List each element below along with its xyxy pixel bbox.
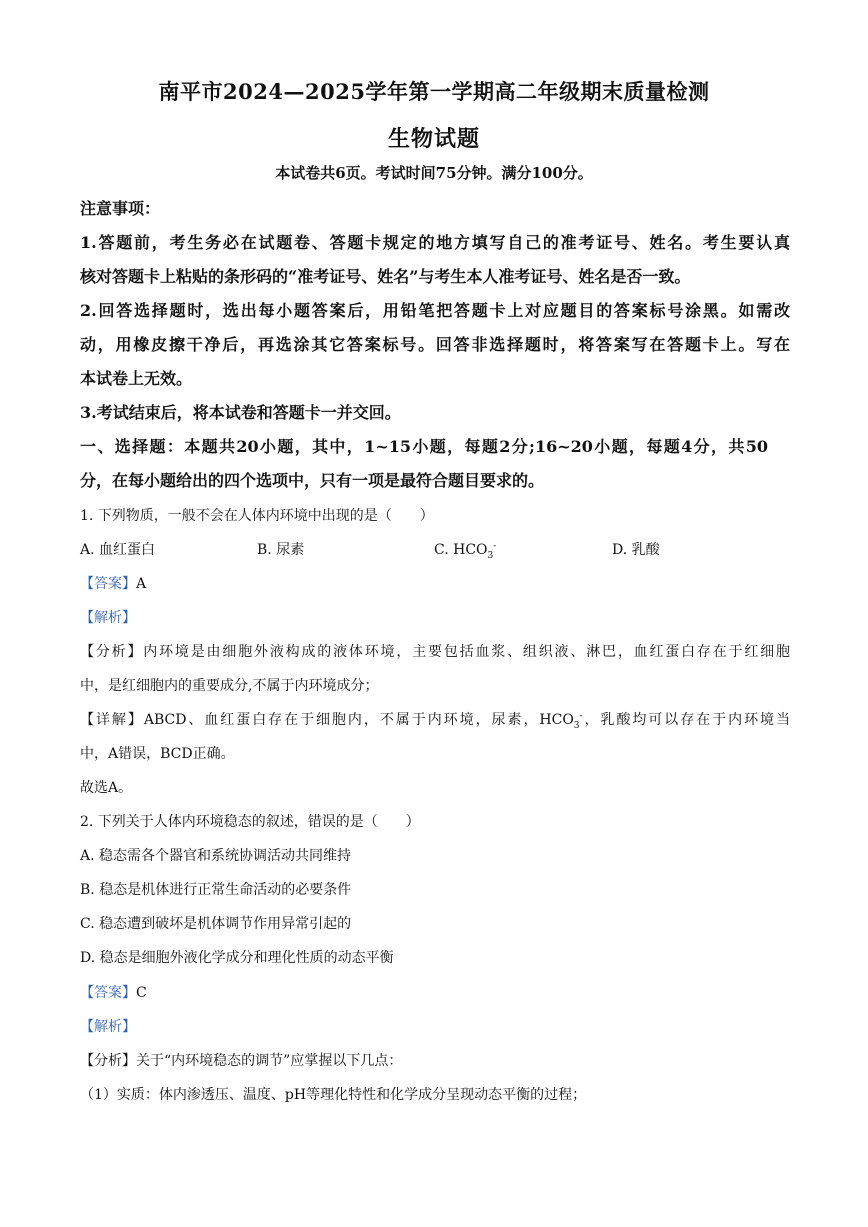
question-2-option-c: C. 稳态遭到破坏是机体调节作用异常引起的	[80, 916, 352, 932]
notice-item-2-line-2: 动，用橡皮擦干净后，再选涂其它答案标号。回答非选择题时，将答案写在答题卡上。写在	[80, 335, 790, 354]
answer-tag: 【答案】	[80, 576, 136, 592]
document-title: 南平市2024—2025学年第一学期高二年级期末质量检测	[158, 79, 710, 104]
question-2-option-a: A. 稳态需各个器官和系统协调活动共同维持	[80, 848, 352, 864]
notice-item-1-line-1: 1.答题前，考生务必在试题卷、答题卡规定的地方填写自己的准考证号、姓名。考生要认真	[80, 233, 790, 252]
question-2-point-1: （1）实质：体内渗透压、温度、pH等理化特性和化学成分呈现动态平衡的过程；	[80, 1087, 587, 1103]
xiangjie-text-a: ABCD、血红蛋白存在于细胞内，不属于内环境，尿素，HCO	[143, 712, 574, 728]
notice-item-2-line-3: 本试卷上无效。	[80, 369, 193, 388]
question-2-option-b: B. 稳态是机体进行正常生命活动的必要条件	[80, 882, 352, 898]
fenxi-text: 关于“内环境稳态的调节”应掌握以下几点：	[136, 1053, 403, 1069]
question-1-fenxi-line-1	[80, 641, 790, 663]
subscript: 3	[487, 550, 494, 561]
question-1-xiangjie-line-1	[80, 709, 790, 731]
subscript: 3	[573, 720, 580, 731]
option-c-text: C. HCO	[434, 542, 488, 558]
question-1-option-c	[434, 539, 496, 561]
question-1-stem: 1. 下列物质，一般不会在人体内环境中出现的是（ ）	[80, 508, 434, 524]
question-1-conclusion: 故选A。	[80, 780, 133, 796]
answer-value: A	[136, 576, 147, 592]
question-1-option-b: B. 尿素	[257, 542, 305, 558]
question-1-answer	[80, 573, 790, 595]
fenxi-text: 内环境是由细胞外液构成的液体环境，主要包括血浆、组织液、淋巴，血红蛋白存在于红细胞	[143, 644, 791, 660]
xiangjie-tag: 【详解】	[80, 712, 144, 728]
section-1-heading-line-2: 分，在每小题给出的四个选项中，只有一项是最符合题目要求的。	[80, 471, 545, 490]
answer-value: C	[136, 985, 147, 1001]
question-1-xiangjie-line-2: 中，A错误，BCD正确。	[80, 746, 235, 762]
superscript: -	[493, 541, 497, 552]
exam-info: 本试卷共6页。考试时间75分钟。满分100分。	[275, 164, 593, 182]
question-2-answer	[80, 982, 790, 1004]
question-1-fenxi-line-2: 中，是红细胞内的重要成分,不属于内环境成分；	[80, 678, 379, 694]
notice-item-3: 3.考试结束后，将本试卷和答题卡一并交回。	[80, 403, 401, 422]
question-1-analysis-tag: 【解析】	[80, 610, 136, 626]
question-1-option-a: A. 血红蛋白	[80, 542, 156, 558]
question-2-fenxi-line-1	[80, 1050, 790, 1072]
xiangjie-text-b: ，乳酸均可以存在于内环境当	[582, 712, 790, 728]
question-2-analysis-tag: 【解析】	[80, 1019, 136, 1035]
answer-tag: 【答案】	[80, 985, 136, 1001]
superscript: -	[579, 711, 583, 722]
fenxi-tag: 【分析】	[80, 644, 144, 660]
fenxi-tag: 【分析】	[80, 1053, 136, 1069]
question-1-option-d: D. 乳酸	[612, 542, 660, 558]
section-1-heading-line-1: 一、选择题：本题共20小题，其中，1~15小题，每题2分;16~20小题，每题4分，共50	[80, 437, 768, 456]
notice-item-2-line-1: 2.回答选择题时，选出每小题答案后，用铅笔把答题卡上对应题目的答案标号涂黑。如需改	[80, 301, 790, 320]
subject-title: 生物试题	[387, 126, 480, 152]
notice-heading: 注意事项：	[80, 199, 161, 218]
question-2-stem: 2. 下列关于人体内环境稳态的叙述，错误的是（ ）	[80, 814, 420, 830]
question-2-option-d: D. 稳态是细胞外液化学成分和理化性质的动态平衡	[80, 950, 394, 966]
notice-item-1-line-2: 核对答题卡上粘贴的条形码的“准考证号、姓名”与考生本人准考证号、姓名是否一致。	[80, 267, 691, 286]
